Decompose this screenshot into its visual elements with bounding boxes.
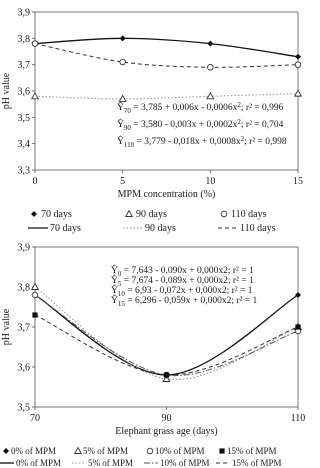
data-point (295, 90, 302, 96)
legend-label: 90 days (145, 223, 176, 234)
x-axis-label: Elephant grass age (days) (115, 426, 218, 437)
legend-marker (75, 448, 82, 454)
data-point (32, 93, 39, 99)
legend-label: 10% of MPM (155, 446, 205, 456)
x-tick-label: 90 (161, 413, 172, 424)
y-tick-label: 3,3 (17, 165, 30, 177)
x-tick-label: 0 (32, 176, 38, 187)
data-point (295, 62, 301, 68)
y-tick-label: 3,7 (17, 60, 30, 72)
data-point (208, 65, 214, 71)
series-line (35, 44, 298, 68)
legend-marker (31, 211, 37, 217)
x-tick-label: 70 (30, 413, 40, 424)
legend-label: 15% of MPM (232, 458, 282, 468)
series-line (35, 38, 298, 56)
y-tick-label: 3,9 (17, 242, 30, 254)
data-point (32, 292, 38, 298)
legend-label: 110 days (240, 223, 276, 234)
legend-label: 0% of MPM (11, 446, 57, 456)
data-point (207, 41, 213, 47)
legend-label: 90 days (136, 209, 167, 220)
series-line (35, 295, 298, 375)
y-tick-label: 3,8 (17, 33, 30, 45)
data-point (164, 372, 169, 377)
regression-equation: $Ŷ_0 = 7,643 - 0,090x + 0,000x2$; r² = 1 (111, 266, 254, 278)
y-tick-label: 3,6 (17, 86, 30, 98)
legend-marker (221, 211, 227, 217)
legend-label: 110 days (231, 209, 267, 220)
y-tick-label: 3,7 (17, 322, 30, 334)
y-tick-label: 3,6 (17, 362, 30, 374)
data-point (32, 41, 38, 47)
regression-equation: $Ŷ_{90} = 3,580 - 0,003x + 0,0002x^2$; r² = 0,704 (117, 118, 284, 132)
data-point (120, 35, 126, 41)
x-tick-label: 110 (290, 413, 306, 424)
y-tick-label: 3,4 (17, 139, 30, 151)
legend-label: 5% of MPM (88, 458, 134, 468)
y-axis-label: pH value (1, 308, 12, 346)
series-line (35, 295, 298, 376)
regression-equation: $Ŷ_5 = 7,674 - 0,089x + 0,000x2$; r² = 1 (111, 276, 254, 288)
data-point (295, 54, 301, 60)
y-tick-label: 3,5 (17, 112, 30, 124)
chart-grass-age (1, 243, 305, 438)
legend-label: 5% of MPM (83, 446, 129, 456)
data-point (32, 284, 39, 290)
legend-days (28, 209, 276, 234)
legend-label: 70 days (41, 209, 72, 220)
series-line (35, 94, 298, 99)
legend-mpm (0, 446, 282, 468)
legend-marker (147, 448, 153, 454)
regression-equation: $Ŷ_{110} = 3,779 - 0,018x + 0,0008x^2$; r² = 0,998 (117, 135, 287, 149)
y-axis-label: pH value (1, 72, 12, 110)
x-tick-label: 10 (205, 176, 216, 187)
x-axis-label: MPM concentration (%) (117, 189, 216, 200)
legend-label: 70 days (50, 223, 81, 234)
x-tick-label: 15 (293, 176, 303, 187)
data-point (32, 312, 37, 317)
legend-label: 15% of MPM (227, 446, 277, 456)
y-tick-label: 3,8 (17, 282, 30, 294)
data-point (207, 93, 214, 99)
legend-marker (126, 211, 133, 217)
legend-label: 0% of MPM (16, 458, 62, 468)
data-point (120, 59, 126, 65)
legend-label: 10% of MPM (160, 458, 210, 468)
chart-mpm-concentration (1, 8, 303, 201)
legend-marker (3, 448, 9, 454)
regression-equation: $Ŷ_{10} = 6,93 - 0,072x + 0,000x2$; r² = 1 (111, 286, 253, 298)
y-tick-label: 3,5 (17, 402, 30, 414)
x-tick-label: 5 (120, 176, 126, 187)
regression-equation: $Ŷ_{70} = 3,785 + 0,006x - 0,0006x^2$; r² = 0,996 (117, 101, 284, 115)
regression-equation: $Ŷ_{15} = 6,296 - 0,059x + 0,000x2$; r² = 1 (111, 296, 258, 308)
legend-marker (219, 448, 224, 453)
y-tick-label: 3,9 (17, 7, 30, 19)
data-point (295, 324, 300, 329)
